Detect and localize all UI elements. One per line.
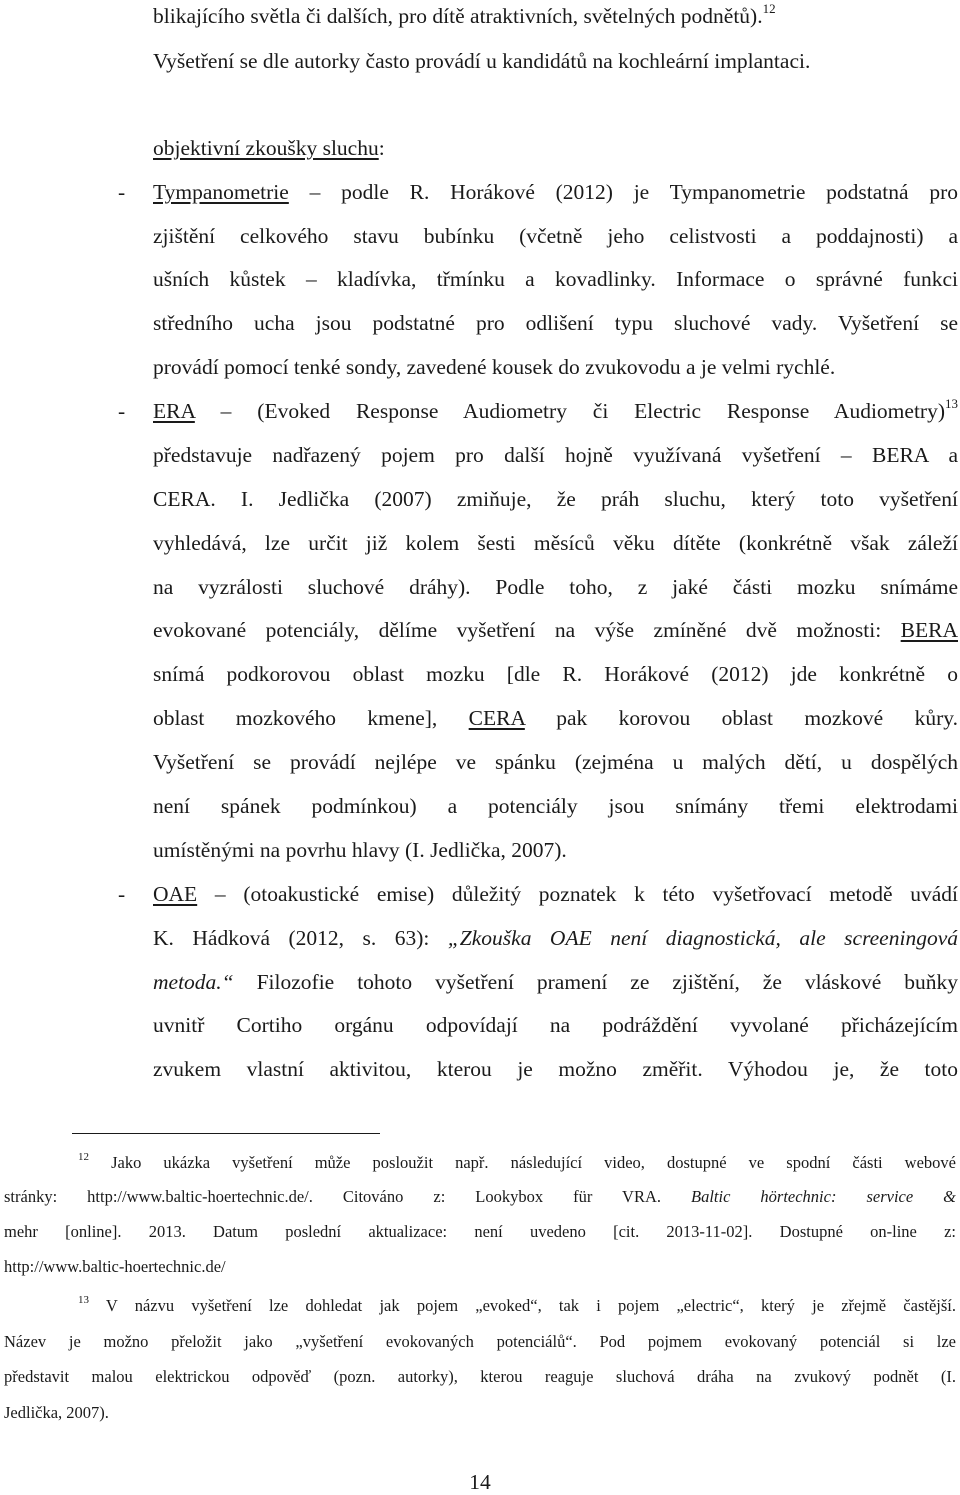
body-line: Vyšetření se dle autorky často provádí u kandidátů na kochleární implantaci. [153, 49, 811, 73]
body-line: Vyšetření se provádí nejlépe ve spánku (zejména u malých dětí, u dospělých [153, 750, 958, 774]
body-line [153, 1, 776, 28]
footnote-text: Jako ukázka vyšetření může posloužit např. následující video, dostupné ve spodní části webové [89, 1153, 956, 1172]
term-era: ERA [153, 399, 195, 423]
page-number: 14 [469, 1470, 491, 1494]
list-bullet: - [118, 399, 126, 423]
footnote-12 [78, 1151, 956, 1172]
body-line: vyhledává, lze určit již kolem šesti měsíců věku dítěte (konkrétně však záleží [153, 531, 958, 555]
footnote-ref-12: 12 [762, 1, 776, 16]
footnote-ref-13: 13 [945, 396, 958, 411]
footnote-number: 13 [78, 1294, 89, 1306]
list-item-oae [153, 884, 958, 906]
body-line: středního ucha jsou podstatné pro odlišení typu sluchové vady. Vyšetření se [153, 311, 958, 335]
text-segment: pak korovou oblast mozkové kůry. [524, 706, 958, 730]
term-oae: OAE [153, 882, 198, 906]
heading-text: objektivní zkoušky sluchu [153, 136, 379, 160]
heading-colon: : [378, 136, 385, 160]
body-line: na vyzrálosti sluchové dráhy). Podle toho, z jaké části mozku snímáme [153, 575, 958, 599]
body-line: představuje nadřazený pojem pro další hojně využívaná vyšetření – BERA a [153, 443, 958, 467]
text-segment: – (otoakustické emise) důležitý poznatek k této vyšetřovací metodě uvádí [197, 882, 958, 906]
body-line: ušních kůstek – kladívka, třmínku a kovadlinky. Informace o správné funkci [153, 267, 958, 291]
body-line: zvukem vlastní aktivitou, kterou je možno změřit. Výhodou je, že toto [153, 1057, 958, 1081]
footnote-number: 12 [78, 1151, 89, 1163]
text-segment: K. Hádková (2012, s. 63): [153, 926, 448, 950]
body-line: CERA. I. Jedlička (2007) zmiňuje, že práh sluchu, který toto vyšetření [153, 487, 958, 511]
footnote-separator [72, 1133, 380, 1134]
body-line: uvnitř Cortiho orgánu odpovídají na podráždění vyvolané přicházejícím [153, 1013, 958, 1037]
list-item-tympanometrie [153, 182, 958, 204]
text-segment: blikajícího světla či dalších, pro dítě atraktivních, světelných podnětů). [153, 4, 763, 28]
body-line [153, 972, 958, 994]
footnote-line: mehr [online]. 2013. Datum poslední aktualizace: není uvedeno [cit. 2013-11-02]. Dostupné on-line z: [4, 1222, 956, 1241]
footnote-13 [78, 1294, 956, 1315]
text-segment: Filozofie tohoto vyšetření pramení ze zjištění, že vláskové buňky [233, 970, 958, 994]
footnote-text: V názvu vyšetření lze dohledat jak pojem „evoked“, tak i pojem „electric“, který je zřejmě častější. [89, 1296, 956, 1315]
body-line: není spánek podmínkou) a potenciály jsou snímány třemi elektrodami [153, 794, 958, 818]
footnote-line: http://www.baltic-hoertechnic.de/ [4, 1257, 226, 1276]
body-line: umístěnými na povrhu hlavy (I. Jedlička, 2007). [153, 838, 567, 862]
quotation: „Zkouška OAE není diagnostická, ale screeningová [447, 926, 958, 950]
quotation: metoda.“ [153, 970, 234, 994]
footnote-line: Název je možno přeložit jako „vyšetření evokovaných potenciálů“. Pod pojmem evokovaný potenciál si lze [4, 1332, 956, 1351]
term-tympanometrie: Tympanometrie [153, 180, 289, 204]
footnote-line: představit malou elektrickou odpověď (pozn. autorky), kterou reaguje sluchová dráha na zvukový podnět (I. [4, 1367, 956, 1386]
body-line: snímá podkorovou oblast mozku [dle R. Horákové (2012) jde konkrétně o [153, 662, 958, 686]
section-heading [153, 138, 385, 160]
footnote-text: stránky: http://www.baltic-hoertechnic.de/. Citováno z: Lookybox für VRA. [4, 1187, 691, 1206]
body-line [153, 620, 958, 642]
footnote-line: Jedlička, 2007). [4, 1403, 109, 1422]
list-bullet: - [118, 882, 126, 906]
term-cera: CERA [468, 706, 525, 730]
body-line [153, 928, 958, 950]
footnote-italic: Baltic hörtechnic: service & [691, 1187, 957, 1206]
text-segment: – podle R. Horákové (2012) je Tympanometrie podstatná pro [288, 180, 958, 204]
body-line: provádí pomocí tenké sondy, zavedené kousek do zvukovodu a je velmi rychlé. [153, 355, 836, 379]
list-item-era [153, 396, 958, 423]
text-segment: – (Evoked Response Audiometry či Electric Response Audiometry) [194, 399, 945, 423]
body-line: zjištění celkového stavu bubínku (včetně jeho celistvosti a poddajnosti) a [153, 224, 958, 248]
term-bera: BERA [900, 618, 958, 642]
text-segment: oblast mozkového kmene], [153, 706, 469, 730]
list-bullet: - [118, 180, 126, 204]
text-segment: evokované potenciály, dělíme vyšetření na výše zmíněné dvě možnosti: [153, 618, 901, 642]
footnote-line [4, 1189, 956, 1206]
body-line [153, 708, 958, 730]
